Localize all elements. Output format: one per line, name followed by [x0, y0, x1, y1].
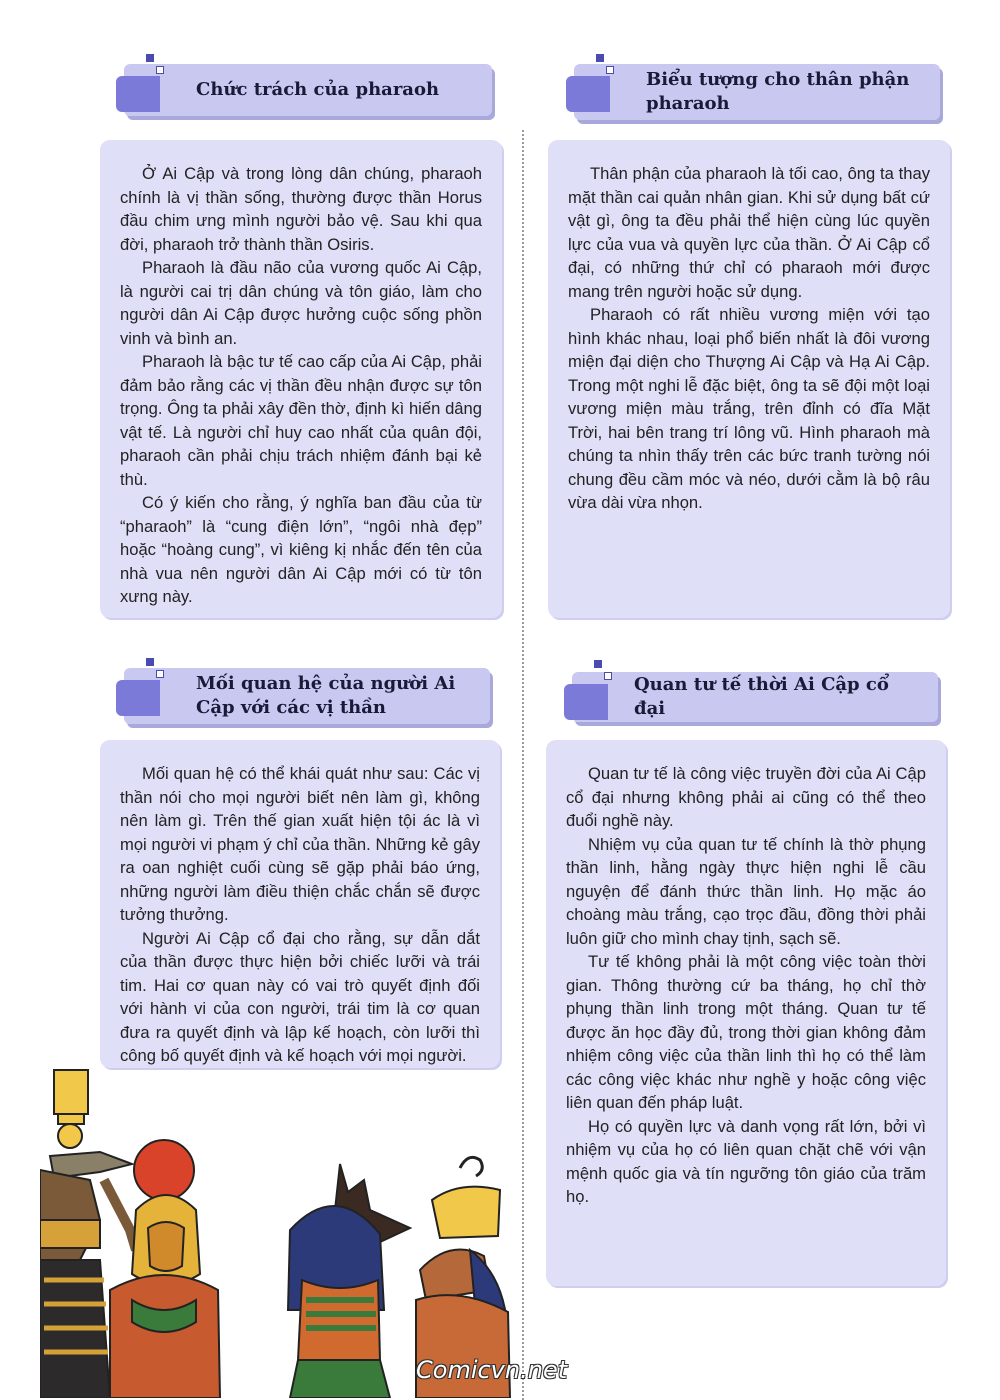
egyptian-gods-illustration: [40, 1060, 560, 1398]
section-header-ancient-priests: [572, 672, 938, 722]
paragraph: Mối quan hệ có thể khái quát như sau: Các vị thần nói cho mọi người biết nên làm gì, không nên làm gì. Trên thế gian xuất hiện tội ác là vì mọi người vi phạm ý chỉ của thần. Những kẻ gây ra oan nghiệt cuối cùng sẽ gặp phải báo ứng, những người làm điều thiện chắc chắn sẽ được tưởng thưởng.: [120, 764, 480, 924]
header-tab-decoration: [116, 680, 160, 716]
section-header-pharaoh-symbols: [574, 64, 940, 120]
square-ornament: [146, 658, 154, 666]
header-tab-decoration: [566, 76, 610, 112]
paragraph: Quan tư tế là công việc truyền đời của Ai Cập cổ đại nhưng không phải ai cũng có thể theo đuổi nghề này.: [566, 764, 926, 830]
square-ornament-hollow: [156, 66, 164, 74]
section-panel-pharaoh-symbols: [548, 140, 950, 618]
square-ornament: [596, 54, 604, 62]
watermark: Comicvn.net: [416, 1356, 568, 1384]
section-panel-pharaoh-duties: [100, 140, 502, 618]
square-ornament-hollow: [604, 672, 612, 680]
square-ornament-hollow: [606, 66, 614, 74]
section-title: Chức trách của pharaoh: [196, 78, 440, 100]
paragraph: Thân phận của pharaoh là tối cao, ông ta thay mặt thần cai quản nhân gian. Khi sử dụng bất cứ vật gì, ông ta đều phải thể hiện cùng lúc quyền lực của vua và quyền lực của thần. Ở Ai Cập cổ đại, có những thứ chỉ có pharaoh mới được mang trên người hoặc sử dụng.: [568, 164, 930, 301]
section-title: Mối quan hệ của người Ai Cập với các vị thần: [196, 672, 456, 718]
sekhmet-figure: [110, 1140, 220, 1398]
section-title: Quan tư tế thời Ai Cập cổ đại: [634, 673, 889, 719]
paragraph: Người Ai Cập cổ đại cho rằng, sự dẫn dắt của thần được thực hiện bởi chiếc lưỡi và trái tim. Hai cơ quan này có vai trò quyết định đối với hành vi của con người, trái tim là cơ quan đưa ra quyết định và lập kế hoạch, còn lưỡi thì công bố quyết định và kế hoạch với mọi người.: [120, 928, 480, 1065]
paragraph: Có ý kiến cho rằng, ý nghĩa ban đầu của từ “pharaoh” là “cung điện lớn”, “ngôi nhà đẹp” hoặc “hoàng cung”, vì kiêng kị nhắc đến tên của nhà vua nên người dân Ai Cập mới có từ tôn xưng này.: [120, 493, 482, 606]
section-header-egyptians-and-gods: [124, 668, 490, 724]
header-tab-decoration: [564, 684, 608, 720]
paragraph: Ở Ai Cập và trong lòng dân chúng, pharaoh chính là vị thần sống, thường được thần Horus đầu chim ưng mình người bảo vệ. Sau khi qua đời, pharaoh trở thành thần Osiris.: [120, 164, 482, 254]
paragraph: Nhiệm vụ của quan tư tế chính là thờ phụng thần linh, hằng ngày thực hiện nghi lễ cầu nguyện để đánh thức thần linh. Họ mặc áo choàng màu trắng, cạo trọc đầu, đồng thời phải luôn giữ cho mình chay tịnh, sạch sẽ.: [566, 834, 926, 948]
square-ornament: [594, 660, 602, 668]
paragraph: Họ có quyền lực và danh vọng rất lớn, bởi vì nhiệm vụ của họ có liên quan chặt chẽ với vận mệnh quốc gia và tín ngưỡng tôn giáo của trăm họ.: [566, 1116, 926, 1206]
square-ornament: [146, 54, 154, 62]
section-panel-egyptians-and-gods: [100, 740, 500, 1068]
section-header-pharaoh-duties: [124, 64, 492, 116]
section-panel-ancient-priests: [546, 740, 946, 1286]
paragraph: Pharaoh là bậc tư tế cao cấp của Ai Cập, phải đảm bảo rằng các vị thần đều nhận được sự tôn trọng. Ông ta phải xây đền thờ, định kì hiến dâng vật tế. Là người chỉ huy cao nhất của quân đội, pharaoh cần phải chịu trách nhiệm đánh bại kẻ thù.: [120, 352, 482, 489]
anubis-figure: [288, 1164, 410, 1398]
paragraph: Tư tế không phải là một công việc toàn thời gian. Thông thường cứ ba tháng, họ chỉ thờ phụng thần linh trong một tháng. Quan tư tế được ăn học đầy đủ, trong thời gian không đảm nhiệm công việc của thần linh thì họ có thể làm các công việc khác như nghề y hoặc công việc liên quan đến pháp luật.: [566, 952, 926, 1112]
paragraph: Pharaoh có rất nhiều vương miện với tạo hình khác nhau, loại phổ biến nhất là đôi vương miện đại diện cho Thượng Ai Cập và Hạ Ai Cập. Trong một nghi lễ đặc biệt, ông ta sẽ đội một loại vương miện màu trắng, trên đỉnh có đĩa Mặt Trời, hai bên trang trí lông vũ. Hình pharaoh mà chúng ta nhìn thấy trên các bức tranh tường nói chung đều cầm móc và néo, dưới cằm là bộ râu vừa dài vừa nhọn.: [568, 305, 930, 512]
paragraph: Pharaoh là đầu não của vương quốc Ai Cập, là người cai trị dân chúng và tôn giáo, làm cho người dân Ai Cập được hưởng cuộc sống phồn vinh và bình an.: [120, 258, 482, 348]
square-ornament-hollow: [156, 670, 164, 678]
header-tab-decoration: [116, 76, 160, 112]
section-title: Biểu tượng cho thân phận pharaoh: [646, 68, 910, 114]
